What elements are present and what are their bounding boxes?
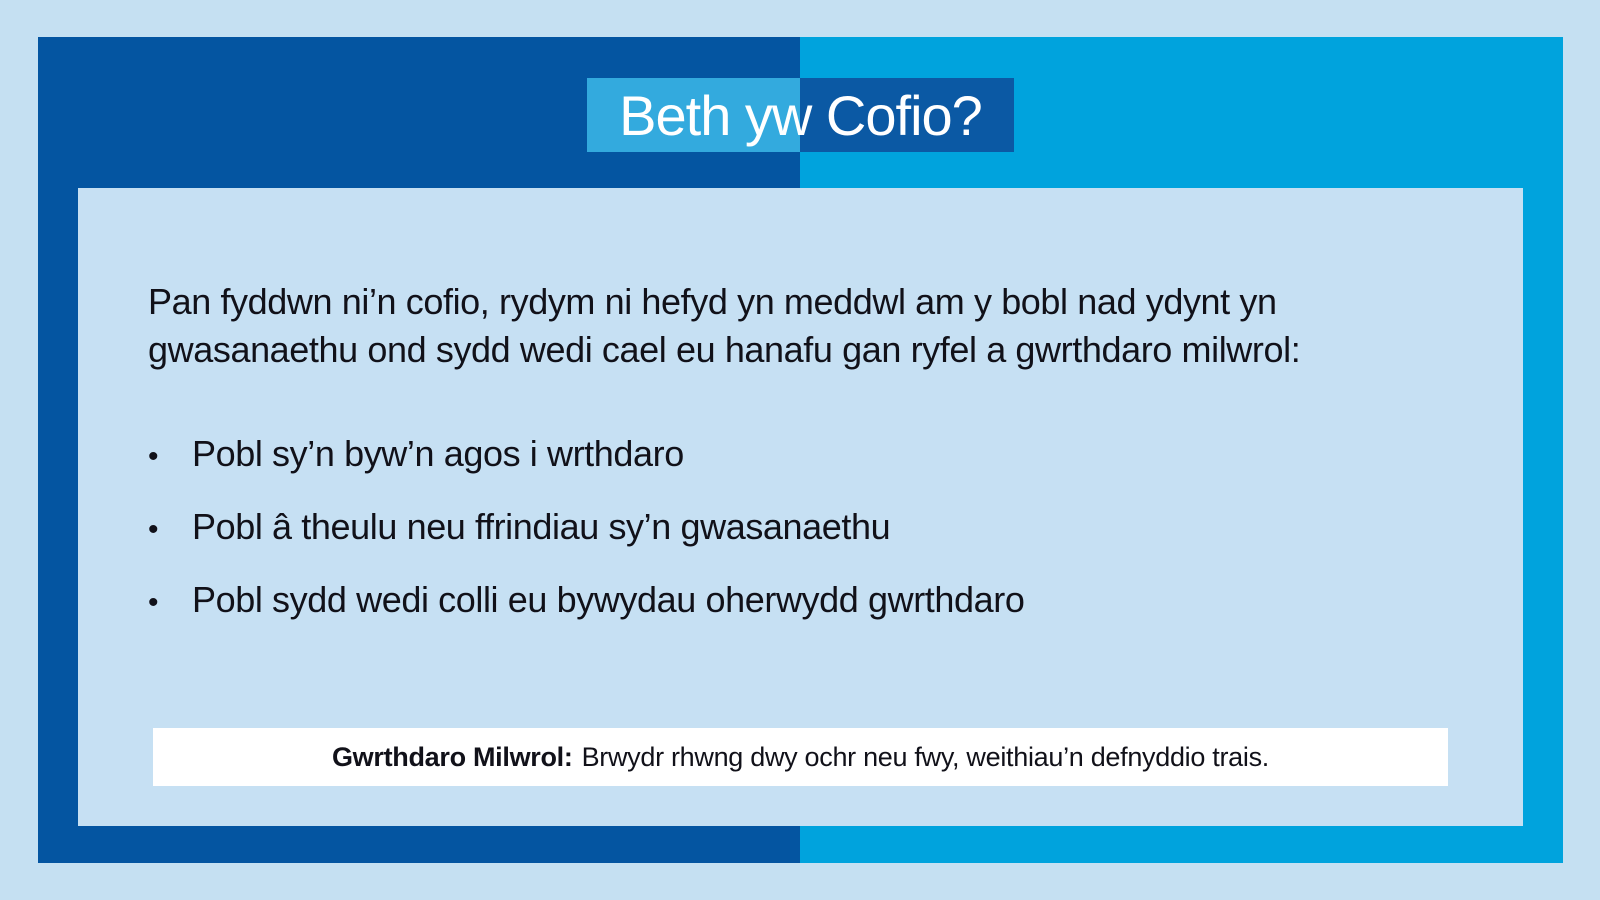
intro-paragraph: Pan fyddwn ni’n cofio, rydym ni hefyd yn meddwl am y bobl nad ydynt yn gwasanaethu ond sydd wedi cael eu hanafu gan ryfel a gwrthdaro milwrol: — [148, 281, 1301, 370]
bullet-item — [148, 503, 1024, 554]
definition-text: Brwydr rhwng dwy ochr neu fwy, weithiau’n defnyddio trais. — [581, 741, 1270, 772]
definition-box — [153, 728, 1448, 786]
title-banner — [587, 78, 1014, 152]
bullet-dot-icon — [148, 579, 192, 627]
bullet-text: Pobl sy’n byw’n agos i wrthdaro — [192, 433, 684, 474]
bullet-item — [148, 430, 1024, 481]
bullet-dot-icon — [148, 506, 192, 554]
bullet-item — [148, 576, 1024, 627]
bullet-list — [148, 430, 1024, 649]
bullet-text: Pobl â theulu neu ffrindiau sy’n gwasanaethu — [192, 506, 891, 547]
content-box — [78, 188, 1523, 826]
definition-term: Gwrthdaro Milwrol: — [331, 741, 573, 772]
bullet-text: Pobl sydd wedi colli eu bywydau oherwydd gwrthdaro — [192, 579, 1025, 620]
bullet-dot-icon — [148, 433, 192, 481]
slide-title: Beth yw Cofio? — [619, 83, 982, 147]
